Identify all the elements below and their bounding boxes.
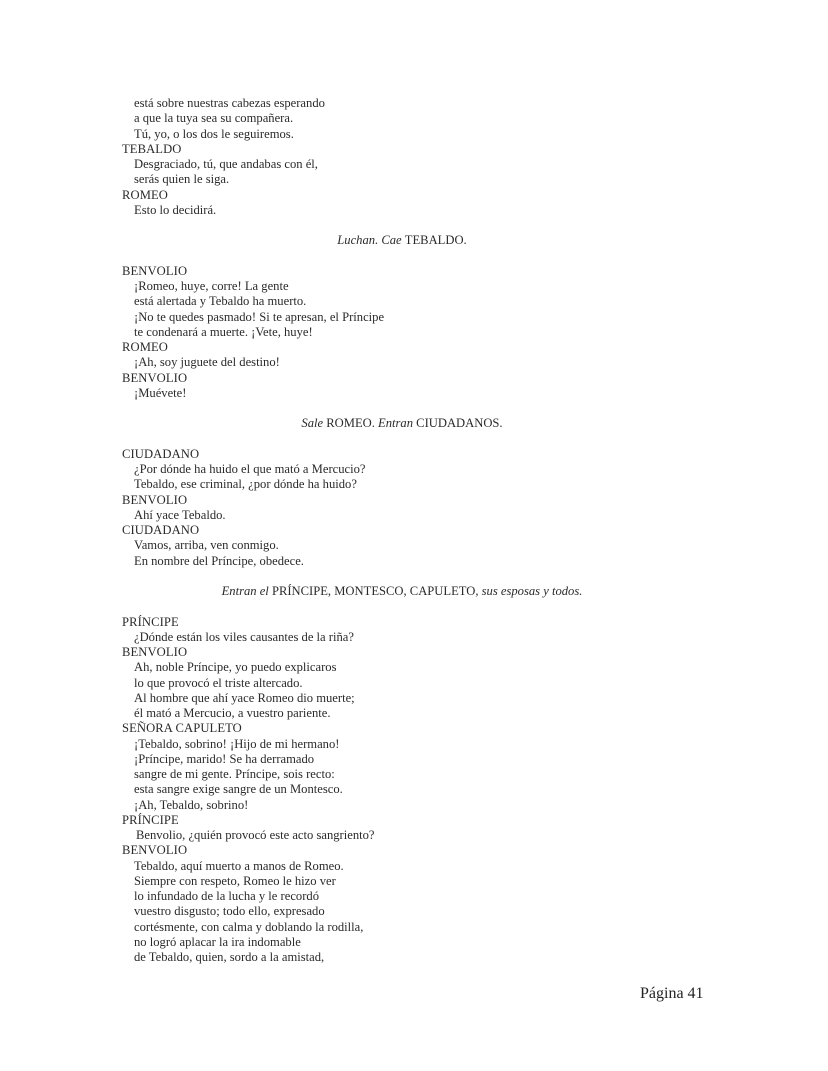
dialogue-line: ¡Muévete!	[134, 385, 187, 400]
stage-direction	[122, 584, 682, 599]
dialogue-line: está alertada y Tebaldo ha muerto.	[134, 294, 307, 309]
speaker-name: BENVOLIO	[122, 263, 188, 278]
stage-direction-roman: TEBALDO.	[404, 233, 467, 248]
spacer	[122, 218, 682, 233]
spacer	[122, 432, 682, 447]
dialogue-line: Ahí yace Tebaldo.	[134, 507, 226, 522]
stage-direction	[122, 416, 682, 431]
stage-direction-italic: Luchan. Cae	[337, 233, 405, 248]
dialogue-line: vuestro disgusto; todo ello, expresado	[134, 904, 325, 919]
speaker-name: PRÍNCIPE	[122, 812, 179, 827]
dialogue-line: Al hombre que ahí yace Romeo dio muerte;	[134, 690, 355, 705]
speaker-name: BENVOLIO	[122, 843, 188, 858]
dialogue-line: esta sangre exige sangre de un Montesco.	[134, 782, 343, 797]
dialogue-line: ¿Dónde están los viles causantes de la riña?	[134, 629, 354, 644]
speaker-name: BENVOLIO	[122, 645, 188, 659]
dialogue-line: ¡Tebaldo, sobrino! ¡Hijo de mi hermano!	[134, 736, 340, 751]
dialogue-line: Siempre con respeto, Romeo le hizo ver	[134, 873, 336, 888]
dialogue-line: Tebaldo, ese criminal, ¿por dónde ha huido?	[134, 477, 357, 492]
stage-direction-roman: ROMEO.	[326, 416, 379, 431]
stage-direction-roman: CIUDADANOS.	[416, 416, 503, 431]
dialogue-line: sangre de mi gente. Príncipe, sois recto:	[134, 767, 335, 781]
dialogue-line: ¡Ah, soy juguete del destino!	[134, 355, 280, 370]
dialogue-line: a que la tuya sea su compañera.	[134, 111, 294, 126]
dialogue-line: ¿Por dónde ha huido el que mató a Mercucio?	[134, 462, 366, 476]
speaker-name: BENVOLIO	[122, 370, 188, 385]
speaker-name: SEÑORA CAPULETO	[122, 721, 242, 736]
dialogue-line: Ah, noble Príncipe, yo puedo explicaros	[134, 660, 337, 675]
stage-direction-italic: Entran el	[221, 584, 272, 598]
stage-direction	[122, 233, 682, 248]
stage-direction-italic: sus esposas y todos.	[481, 584, 583, 598]
dialogue-line: Desgraciado, tú, que andabas con él,	[134, 157, 318, 171]
dialogue-line: ¡Ah, Tebaldo, sobrino!	[134, 797, 249, 812]
stage-direction-italic: Entran	[378, 416, 417, 431]
speaker-name: CIUDADANO	[122, 523, 200, 537]
page-number: Página 41	[640, 985, 704, 1002]
dialogue-line: serás quien le siga.	[134, 172, 230, 187]
speaker-name: ROMEO	[122, 187, 168, 202]
spacer	[122, 599, 682, 614]
speaker-name: BENVOLIO	[122, 492, 188, 507]
dialogue-line: cortésmente, con calma y doblando la rodilla,	[134, 919, 364, 934]
dialogue-line: está sobre nuestras cabezas esperando	[134, 96, 325, 110]
dialogue-line: lo que provocó el triste altercado.	[134, 675, 303, 690]
dialogue-line: ¡No te quedes pasmado! Si te apresan, el Príncipe	[134, 309, 385, 324]
dialogue-line: él mató a Mercucio, a vuestro pariente.	[134, 706, 331, 720]
dialogue-line: no logró aplacar la ira indomable	[134, 934, 301, 949]
speaker-name: TEBALDO	[122, 141, 182, 156]
stage-direction-italic: Sale	[301, 416, 327, 431]
dialogue-line: Tú, yo, o los dos le seguiremos.	[134, 126, 294, 141]
dialogue-line: Vamos, arriba, ven conmigo.	[134, 538, 279, 553]
speaker-name: PRÍNCIPE	[122, 614, 179, 629]
speaker-name: CIUDADANO	[122, 446, 200, 461]
speaker-name: ROMEO	[122, 340, 168, 354]
spacer	[122, 401, 682, 416]
dialogue-line: lo infundado de la lucha y le recordó	[134, 889, 319, 903]
stage-direction-roman: PRÍNCIPE, MONTESCO, CAPULETO,	[271, 584, 482, 598]
dialogue-line: te condenará a muerte. ¡Vete, huye!	[134, 324, 313, 339]
dialogue-line: ¡Príncipe, marido! Se ha derramado	[134, 751, 315, 766]
dialogue-line: Benvolio, ¿quién provocó este acto sangriento?	[136, 828, 375, 842]
spacer	[122, 569, 682, 584]
dialogue-line: Tebaldo, aquí muerto a manos de Romeo.	[134, 858, 344, 873]
dialogue-line: Esto lo decidirá.	[134, 202, 217, 217]
dialogue-line: de Tebaldo, quien, sordo a la amistad,	[134, 950, 325, 964]
spacer	[122, 249, 682, 264]
play-text	[122, 96, 682, 965]
dialogue-line: ¡Romeo, huye, corre! La gente	[134, 279, 289, 293]
dialogue-line: En nombre del Príncipe, obedece.	[134, 553, 304, 568]
